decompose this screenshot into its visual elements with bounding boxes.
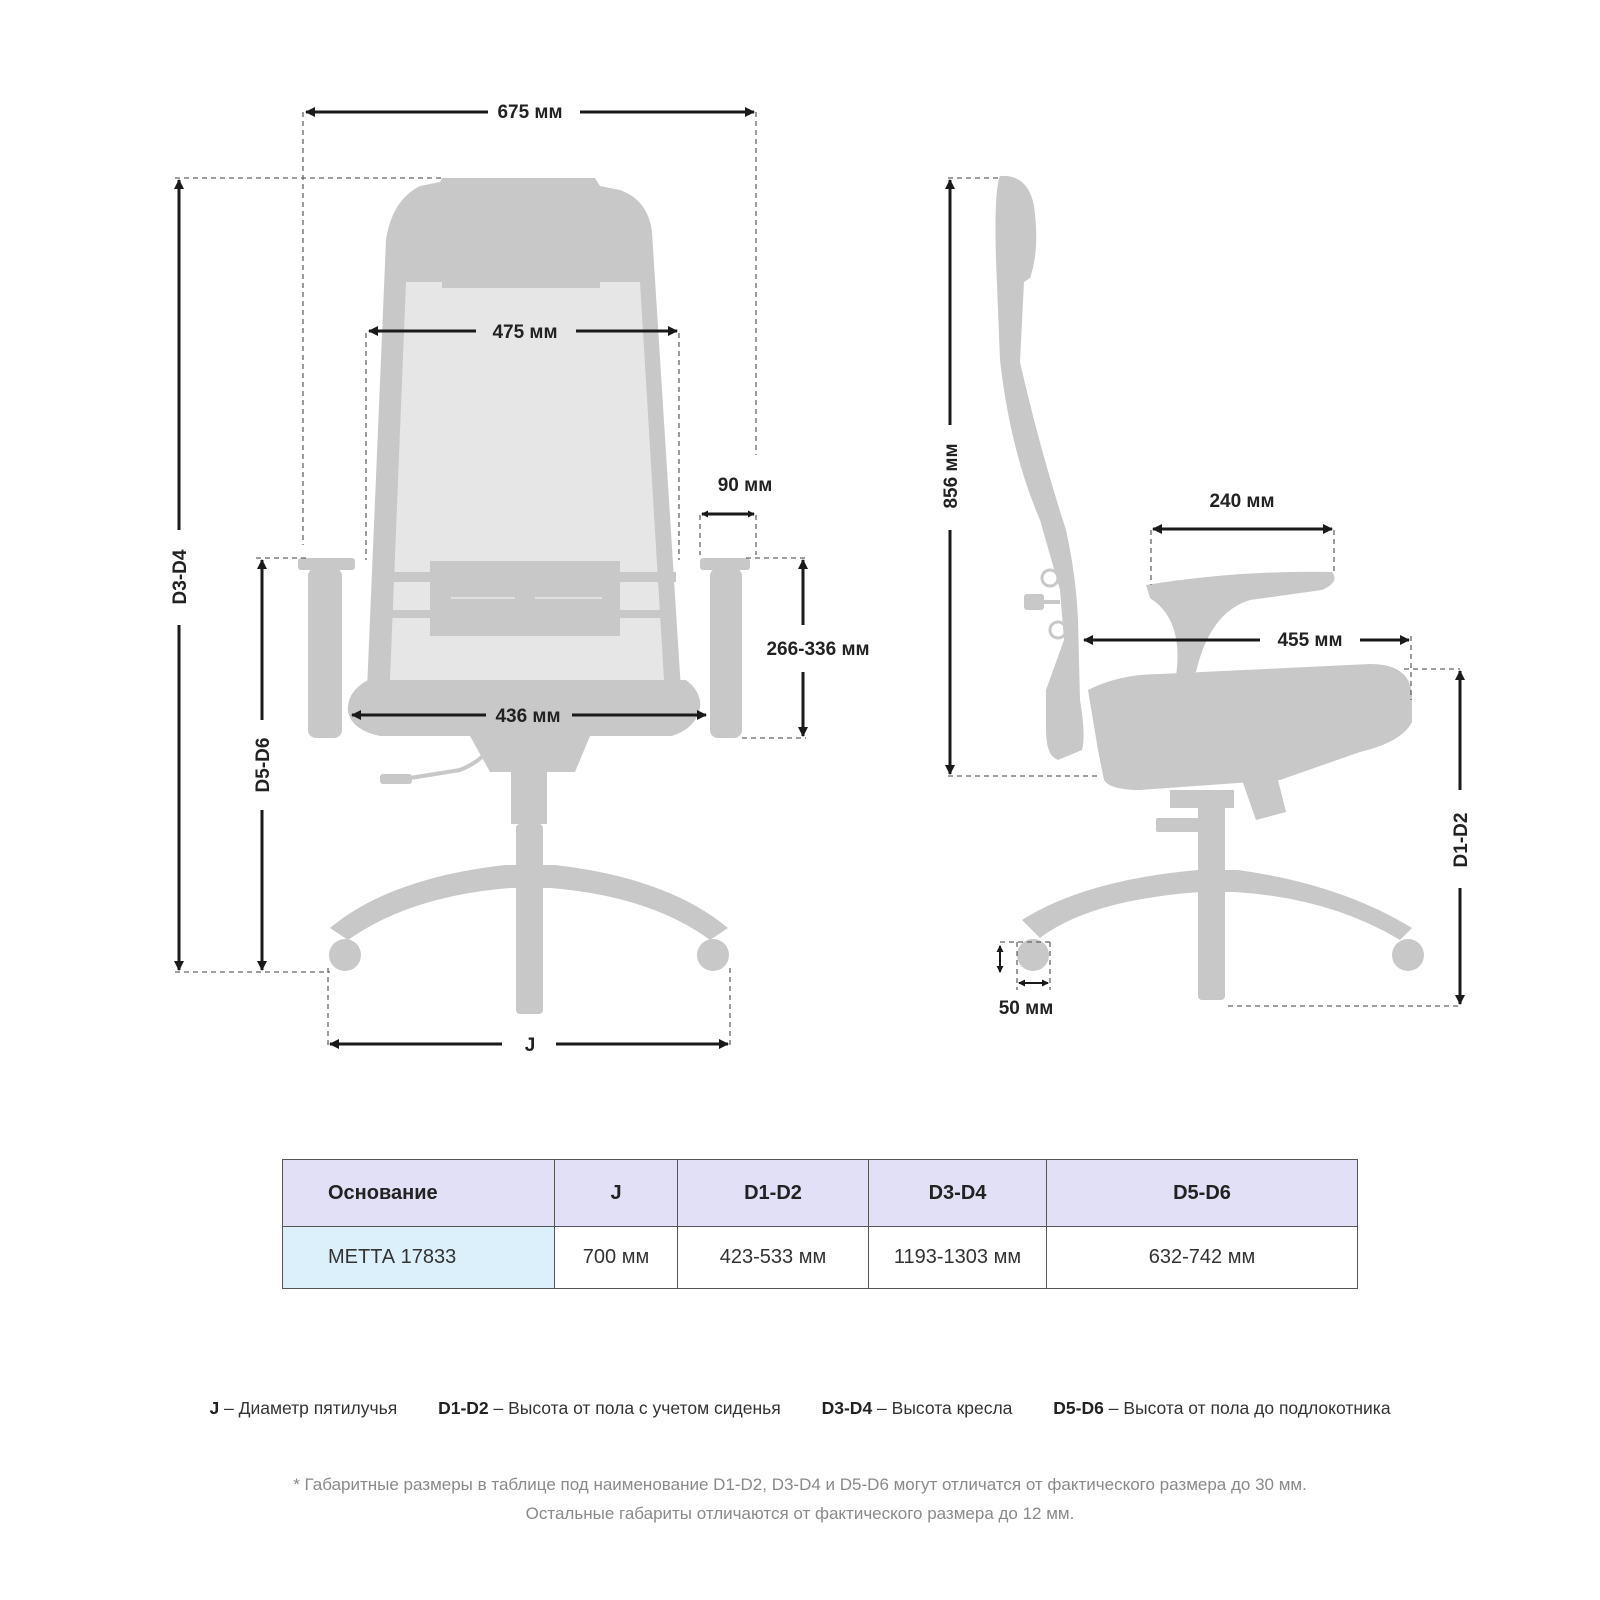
label-height-total: D3-D4 (170, 549, 191, 605)
footnote-line-1: * Габаритные размеры в таблице под наименование D1-D2, D3-D4 и D5-D6 могут отличатся от фактического размера до 30 мм. (293, 1475, 1307, 1494)
legend-desc: – Диаметр пятилучья (219, 1398, 398, 1418)
label-back-height: 856 мм (941, 443, 962, 509)
side-view-chair (996, 176, 1425, 1000)
label-armrest-width: 90 мм (717, 475, 773, 496)
header-d3-d4: D3-D4 (869, 1160, 1047, 1227)
label-base-diameter: J (524, 1035, 536, 1056)
front-view-chair (298, 178, 750, 1014)
label-armrest-depth: 240 мм (1209, 491, 1275, 512)
table-row (283, 1227, 1358, 1289)
legend-desc: – Высота от пола с учетом сиденья (488, 1398, 781, 1418)
footnote-line-2: Остальные габариты отличаются от фактического размера до 12 мм. (525, 1504, 1075, 1523)
header-d1-d2: D1-D2 (678, 1160, 869, 1227)
label-seat-width: 436 мм (495, 706, 561, 727)
footnote (0, 1470, 1600, 1528)
header-base: Основание (283, 1160, 555, 1227)
cell-d5-d6: 632-742 мм (1047, 1227, 1358, 1289)
label-seat-depth: 455 мм (1277, 630, 1343, 651)
label-back-width: 475 мм (492, 322, 558, 343)
label-armrest-floor: D5-D6 (253, 737, 274, 793)
legend-item-d1-d2 (438, 1398, 781, 1418)
legend-item-d5-d6 (1053, 1398, 1390, 1418)
label-overall-width: 675 мм (497, 102, 563, 123)
label-seat-floor: D1-D2 (1451, 812, 1472, 868)
legend-term: D3-D4 (821, 1398, 873, 1418)
cell-d1-d2: 423-533 мм (678, 1227, 869, 1289)
label-armrest-height-range: 266-336 мм (766, 639, 870, 660)
legend-term: D5-D6 (1053, 1398, 1104, 1418)
dimensions-table (282, 1159, 1358, 1289)
legend-item-d3-d4 (822, 1398, 1013, 1418)
legend-desc: – Высота кресла (872, 1398, 1013, 1418)
cell-j: 700 мм (555, 1227, 678, 1289)
header-d5-d6: D5-D6 (1047, 1160, 1358, 1227)
legend (0, 1398, 1600, 1419)
table-header-row (283, 1160, 1358, 1227)
legend-term: D1-D2 (438, 1398, 489, 1418)
legend-desc: – Высота от пола до подлокотника (1103, 1398, 1391, 1418)
cell-d3-d4: 1193-1303 мм (869, 1227, 1047, 1289)
legend-term: J (209, 1398, 220, 1418)
legend-item-j (209, 1398, 397, 1418)
cell-base-model: МЕТТА 17833 (283, 1227, 555, 1289)
label-caster-size: 50 мм (998, 998, 1054, 1019)
header-j: J (555, 1160, 678, 1227)
